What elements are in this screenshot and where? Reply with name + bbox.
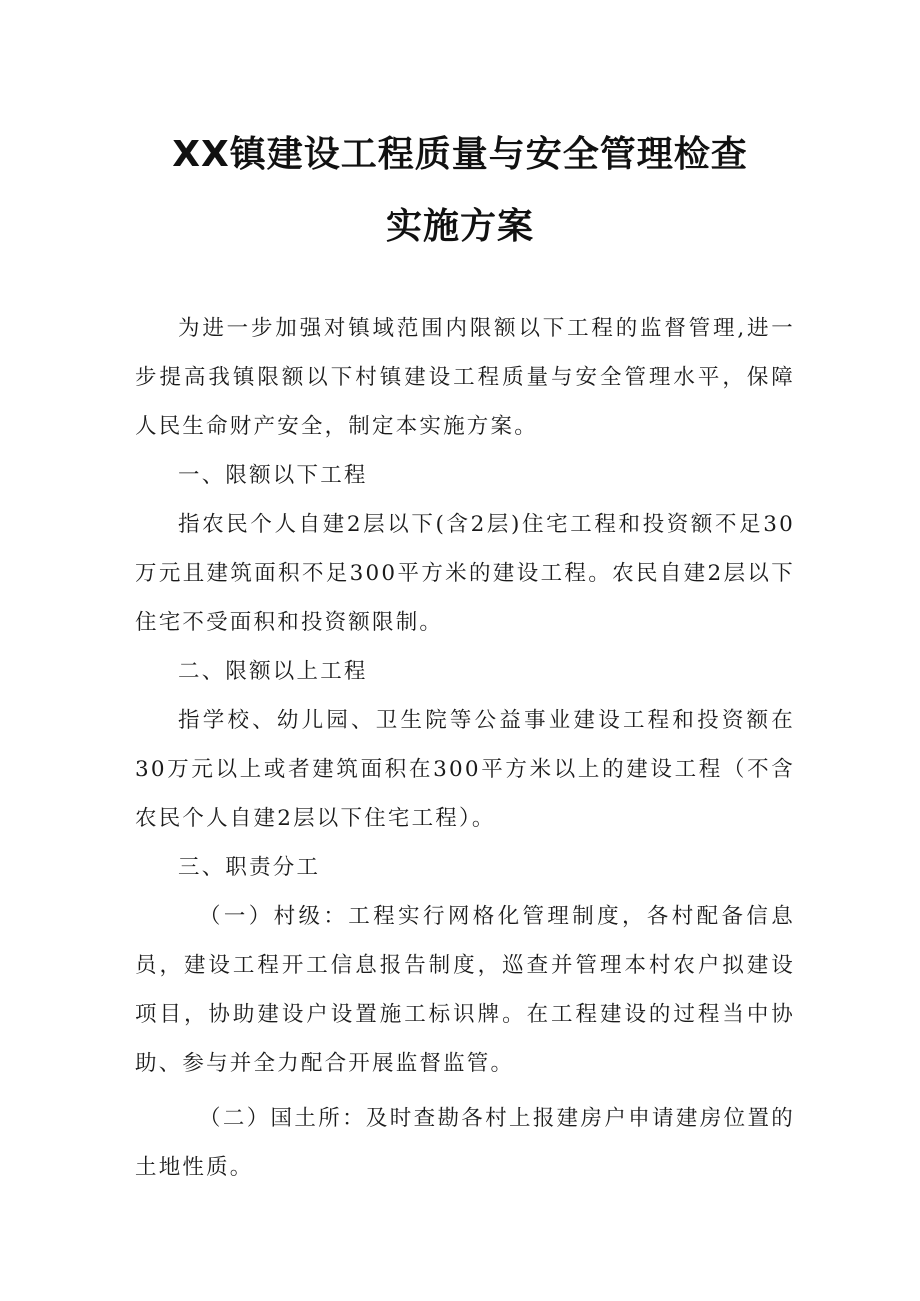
section-2-heading: 二、限额以上工程 — [178, 659, 368, 684]
section-3-item-1: （一）村级：工程实行网格化管理制度，各村配备信息员，建设工程开工信息报告制度，巡查并管理本村农户拟建设项目，协助建设户设置施工标识牌。在工程建设的过程当中协助、参与并全力配合开展监督监管。 — [135, 904, 795, 1076]
section-1-paragraph: 指农民个人自建2层以下(含2层)住宅工程和投资额不足30万元且建筑面积不足300平方米的建设工程。农民自建2层以下住宅不受面积和投资额限制。 — [135, 512, 795, 635]
document-body — [135, 304, 795, 1192]
document-title-line-2: 实施方案 — [385, 206, 534, 247]
section-2-paragraph: 指学校、幼儿园、卫生院等公益事业建设工程和投资额在30万元以上或者建筑面积在300平方米以上的建设工程（不含农民个人自建2层以下住宅工程）。 — [135, 708, 795, 831]
section-3-heading: 三、职责分工 — [178, 855, 321, 880]
section-1-heading: 一、限额以下工程 — [178, 463, 368, 488]
section-3-item-2: （二）国土所：及时查勘各村上报建房户申请建房位置的土地性质。 — [135, 1106, 795, 1180]
document-title-line-1: XX镇建设工程质量与安全管理检查 — [172, 134, 748, 175]
intro-paragraph: 为进一步加强对镇域范围内限额以下工程的监督管理,进一步提高我镇限额以下村镇建设工程质量与安全管理水平，保障人民生命财产安全，制定本实施方案。 — [135, 316, 795, 439]
